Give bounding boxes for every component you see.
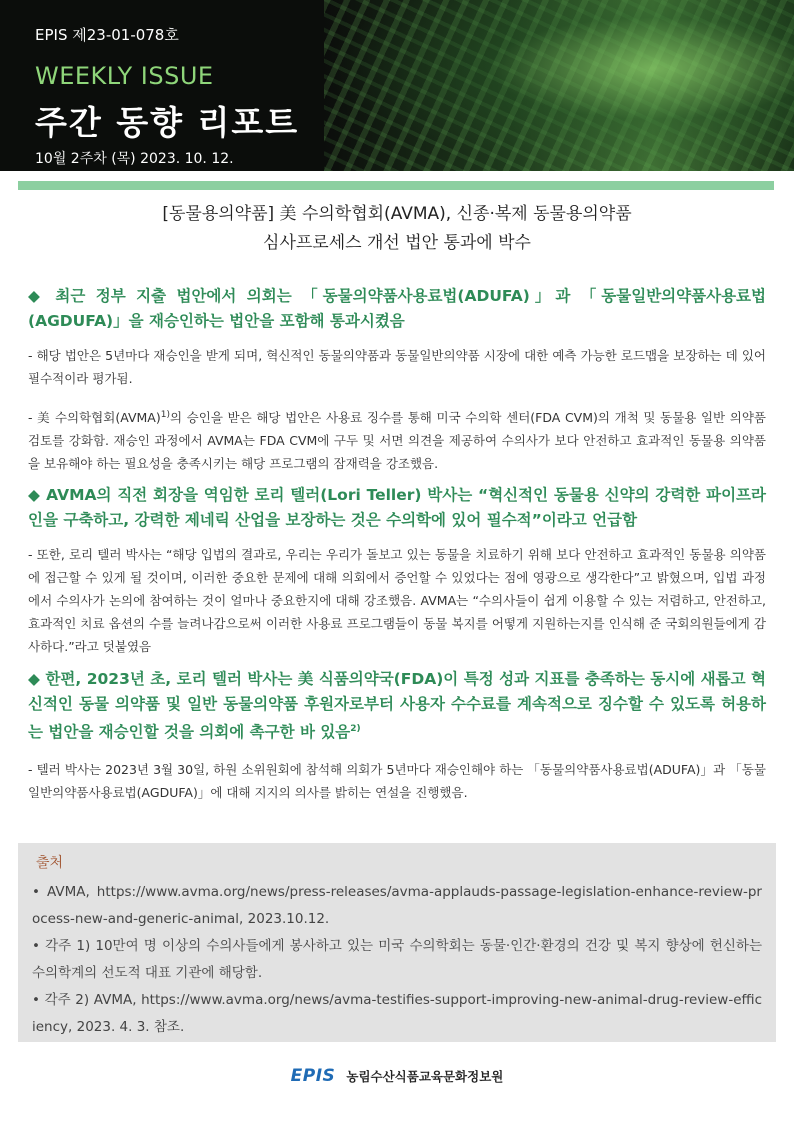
organization-name: 농림수산식품교육문화정보원: [346, 1069, 504, 1084]
source-item-3: • 각주 2) AVMA, https://www.avma.org/news/avma-testifies-support-improving-new-animal-drug-review-efficiency, 2023. 4. 3. 참조.: [32, 992, 762, 1035]
report-title: 주간 동향 리포트: [35, 103, 300, 142]
header-banner: [0, 0, 794, 171]
paragraph-3: - 또한, 로리 텔러 박사는 “해당 입법의 결과로, 우리는 우리가 돌보고 있는 동물을 치료하기 위해 보다 안전하고 효과적인 동물용 의약품에 접근할 수 있게 될 것이며, 이러한 중요한 문제에 대해 의회에서 증언할 수 있었다는 점에 영광으로 생각한다”고 밝혔으며, 입법 과정에서 수의사가 논의에 참여하는 것이 얼마나 중요한지에 대해 강조했음. AVMA는 “수의사들이 쉽게 이용할 수 있는 저렴하고, 안전하고, 효과적인 치료 옵션의 수를 늘려나감으로써 이러한 사용료 프로그램들이 동물 복지를 어떻게 지원하는지를 인식해 준 국회의원들에게 감사하다.”라고 덧붙였음: [28, 547, 766, 654]
sources-label: 출처: [36, 855, 64, 871]
paragraph-2-start: - 美 수의학협회(AVMA): [28, 410, 161, 426]
header-background-image: [324, 0, 794, 171]
epis-logo: EPIS: [290, 1066, 336, 1086]
source-item-2: • 각주 1) 10만여 명 이상의 수의사들에게 봉사하고 있는 미국 수의학회는 동물·인간·환경의 건강 및 복지 향상에 헌신하는 수의학계의 선도적 대표 기관에 해당함.: [32, 938, 762, 981]
weekly-issue-label: WEEKLY ISSUE: [35, 62, 214, 90]
paragraph-4: - 텔러 박사는 2023년 3월 30일, 하원 소위원회에 참석해 의회가 5년마다 재승인해야 하는 「동물의약품사용료법(ADUFA)」과 「동물일반의약품사용료법(AGDUFA)」에 대해 지지의 의사를 밝히는 연설을 진행했음.: [28, 762, 766, 800]
key-point-3-text: ◆ 한편, 2023년 초, 로리 텔러 박사는 美 식품의약국(FDA)이 특정 성과 지표를 충족하는 동시에 새롭고 혁신적인 동물 의약품 및 일반 동물의약품 후원자로부터 사용자 수수료를 계속적으로 징수할 수 있도록 허용하는 법안을 재승인할 것을 의회에 촉구한 바 있음: [28, 670, 766, 742]
sources-box: [18, 843, 776, 1042]
key-point-2: ◆ AVMA의 직전 회장을 역임한 로리 텔러(Lori Teller) 박사는 “혁신적인 동물용 신약의 강력한 파이프라인을 구축하고, 강력한 제네릭 산업을 보장하는 것은 수의학에 있어 필수적”이라고 언급함: [28, 486, 766, 529]
footnote-ref-1: 1): [160, 410, 170, 420]
paragraph-1: - 해당 법안은 5년마다 재승인을 받게 되며, 혁신적인 동물의약품과 동물일반의약품 시장에 대한 예측 가능한 로드맵을 보장하는 데 있어 필수적이라 평가됨.: [28, 348, 766, 386]
footer: [0, 1066, 794, 1086]
article-headline: [30, 200, 764, 258]
issue-date: 10월 2주차 (목) 2023. 10. 12.: [35, 151, 234, 167]
issue-code: EPIS 제23-01-078호: [35, 26, 179, 44]
footnote-ref-2: 2): [350, 724, 361, 734]
divider-bar: [18, 181, 774, 190]
headline-line-2: 심사프로세스 개선 법안 통과에 박수: [263, 233, 531, 253]
key-point-3: [28, 667, 766, 745]
headline-line-1: [동물용의약품] 美 수의학협회(AVMA), 신종·복제 동물용의약품: [162, 204, 632, 224]
paragraph-2: [28, 404, 766, 475]
paragraph-2-rest: 의 승인을 받은 해당 법안은 사용료 징수를 통해 미국 수의학 센터(FDA CVM)의 개척 및 동물용 일반 의약품 검토를 강화함. 재승인 과정에서 AVMA는 FDA CVM에 구두 및 서면 의견을 제공하여 수의사가 보다 안전하고 효과적인 동물용 의약품을 보유해야 하는 필요성을 충족시키는 해당 프로그램의 잠재력을 강조했음.: [28, 410, 766, 472]
key-point-1: ◆ 최근 정부 지출 법안에서 의회는 「동물의약품사용료법(ADUFA)」과 「동물일반의약품사용료법(AGDUFA)」을 재승인하는 법안을 포함해 통과시켰음: [28, 287, 766, 330]
source-item-1: • AVMA, https://www.avma.org/news/press-releases/avma-applauds-passage-legislation-enhance-review-process-new-and-generic-animal, 2023.10.12.: [32, 884, 762, 927]
